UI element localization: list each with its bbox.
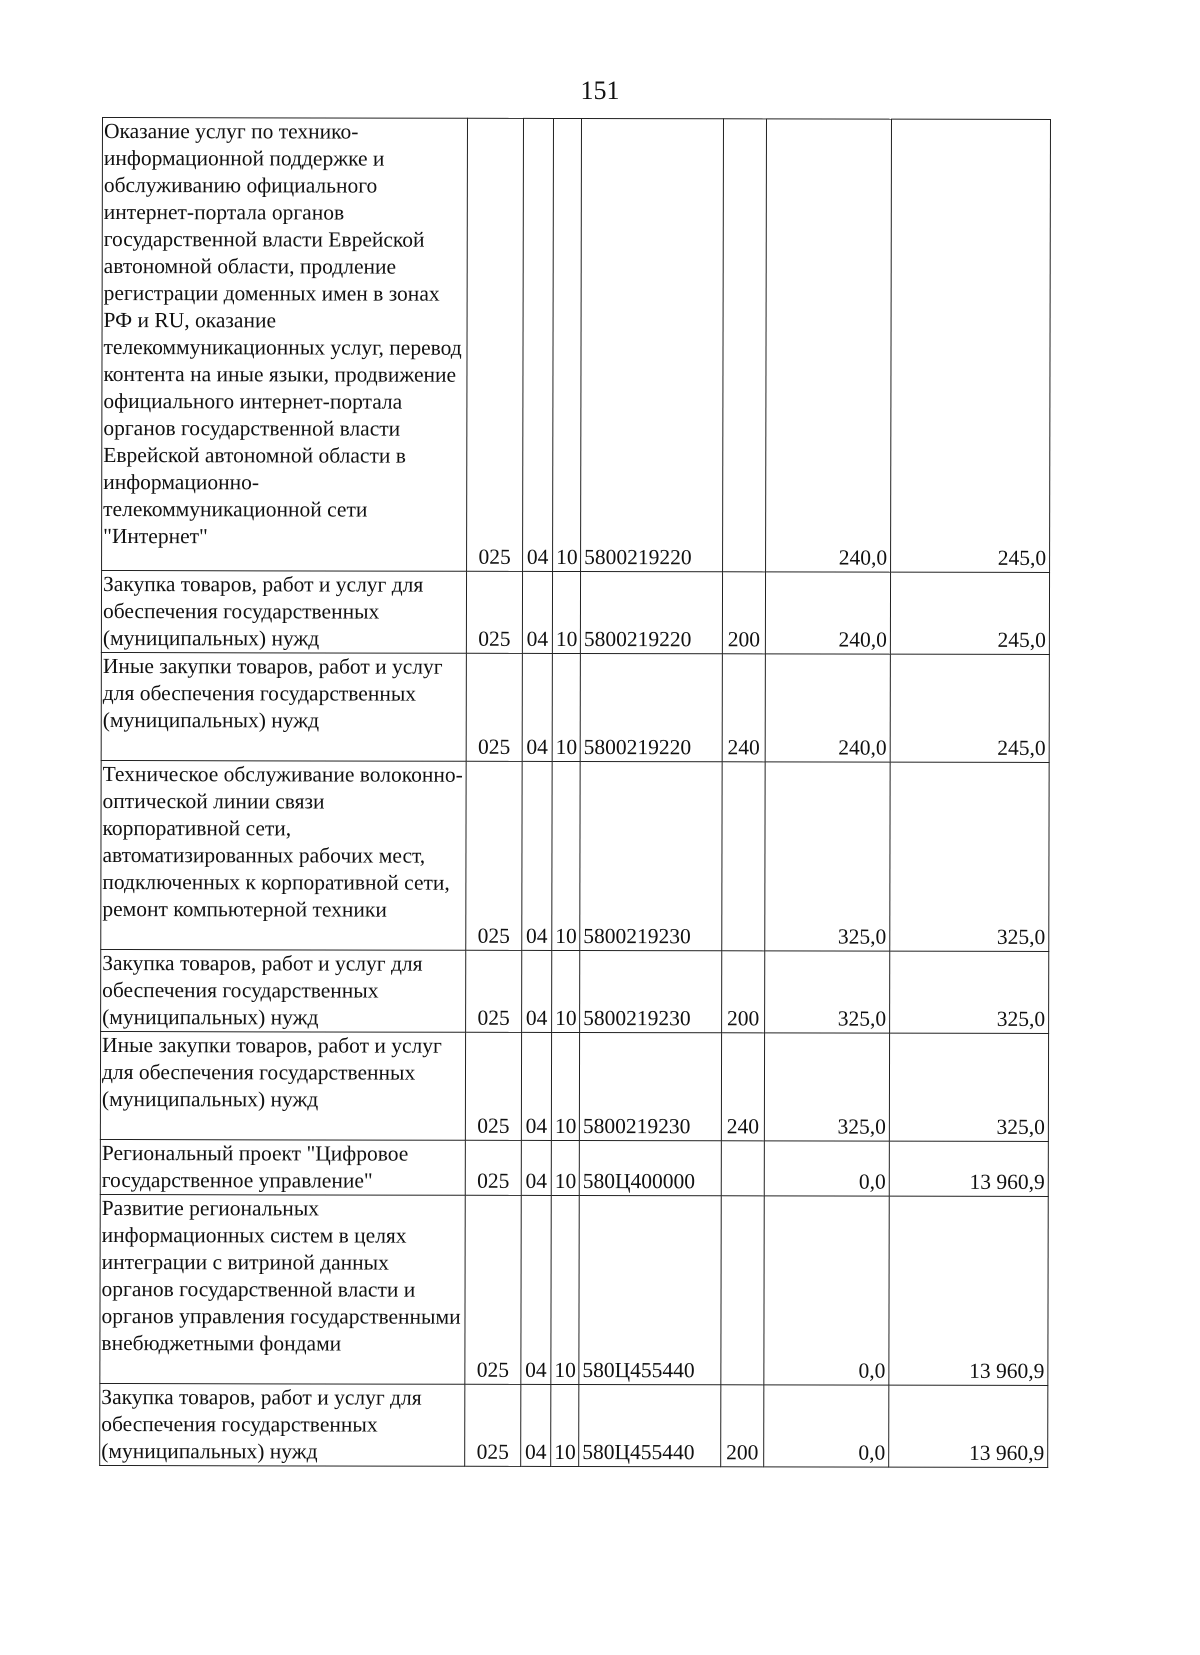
expense-type-code: 200 [721, 1385, 764, 1467]
table-row [101, 760, 1049, 951]
row-name: Техническое обслуживание волоконно-оптической линии связи корпоративной сети, автоматизированных рабочих мест, подключенных к корпоративной сети, ремонт компьютерной техники [101, 760, 466, 950]
subsection-code: 10 [551, 1140, 579, 1195]
subsection-code: 10 [552, 761, 580, 950]
amount-2: 325,0 [890, 762, 1049, 951]
target-code: 5800219230 [580, 762, 722, 951]
table-row [100, 1194, 1048, 1385]
row-name: Оказание услуг по технико-информационной поддержке и обслуживанию официального интернет-портала органов государственной власти Еврейской автономной области, продление регистрации доменных имен в зонах РФ и RU, оказание телекоммуникационных услуг, перевод контента на иные языки, продвижение официального интернет-портала органов государственной власти Еврейской автономной области в информационно-телекоммуникационной сети "Интернет" [102, 118, 468, 572]
expense-type-code: 240 [721, 1033, 764, 1141]
amount-1: 325,0 [765, 762, 890, 951]
row-name: Развитие региональных информационных систем в целях интеграции с витриной данных органов государственной власти и органов управления государственными внебюджетными фондами [100, 1194, 465, 1384]
amount-1: 240,0 [765, 572, 890, 654]
budget-table [99, 117, 1051, 1468]
amount-1: 240,0 [765, 654, 890, 762]
subsection-code: 10 [551, 1384, 579, 1466]
subsection-code: 10 [551, 1195, 579, 1384]
expense-type-code: 240 [722, 654, 765, 762]
subsection-code: 10 [552, 653, 580, 761]
subsection-code: 10 [553, 118, 582, 571]
ministry-code: 025 [465, 1032, 521, 1140]
ministry-code: 025 [466, 761, 522, 950]
expense-type-code [721, 1196, 764, 1385]
section-code: 04 [522, 653, 552, 761]
section-code: 04 [522, 571, 552, 653]
target-code: 5800219230 [580, 951, 722, 1033]
ministry-code: 025 [466, 653, 522, 761]
amount-2: 13 960,9 [889, 1196, 1048, 1385]
row-name: Иные закупки товаров, работ и услуг для обеспечения государственных (муниципальных) нужд [101, 652, 466, 761]
expense-type-code: 200 [722, 572, 765, 654]
table-row [100, 1139, 1048, 1196]
amount-1: 0,0 [764, 1141, 889, 1196]
amount-2: 325,0 [889, 1033, 1048, 1141]
expense-type-code [723, 119, 767, 572]
subsection-code: 10 [552, 950, 580, 1032]
target-code: 5800219220 [580, 572, 722, 654]
target-code: 580Ц400000 [579, 1141, 721, 1196]
section-code: 04 [522, 950, 552, 1032]
ministry-code: 025 [465, 1195, 521, 1384]
ministry-code: 025 [465, 1384, 521, 1466]
table-row [100, 1383, 1048, 1467]
amount-2: 245,0 [890, 654, 1049, 762]
section-code: 04 [522, 761, 552, 950]
table-row [101, 571, 1049, 655]
table-row [101, 949, 1049, 1033]
amount-1: 325,0 [765, 951, 890, 1033]
expense-type-code [722, 762, 765, 951]
section-code: 04 [521, 1032, 551, 1140]
amount-2: 13 960,9 [889, 1385, 1048, 1467]
ministry-code: 025 [465, 1140, 521, 1195]
subsection-code: 10 [551, 1032, 579, 1140]
target-code: 580Ц455440 [579, 1385, 721, 1467]
section-code: 04 [523, 118, 554, 571]
ministry-code: 025 [466, 950, 522, 1032]
ministry-code: 025 [466, 571, 522, 653]
amount-2: 245,0 [891, 119, 1051, 572]
amount-1: 0,0 [764, 1385, 889, 1467]
section-code: 04 [521, 1384, 551, 1466]
expense-type-code: 200 [722, 951, 765, 1033]
row-name: Закупка товаров, работ и услуг для обеспечения государственных (муниципальных) нужд [100, 1383, 465, 1466]
row-name: Закупка товаров, работ и услуг для обеспечения государственных (муниципальных) нужд [101, 949, 466, 1032]
table-row [100, 1031, 1048, 1141]
row-name: Региональный проект "Цифровое государственное управление" [100, 1139, 465, 1195]
table-row [102, 118, 1051, 573]
table-row [101, 652, 1049, 762]
target-code: 5800219220 [580, 654, 722, 762]
subsection-code: 10 [552, 571, 580, 653]
section-code: 04 [521, 1195, 551, 1384]
target-code: 580Ц455440 [579, 1196, 721, 1385]
amount-2: 13 960,9 [889, 1141, 1048, 1196]
target-code: 5800219220 [581, 119, 724, 572]
section-code: 04 [521, 1140, 551, 1195]
amount-1: 240,0 [766, 119, 892, 572]
expense-type-code [721, 1141, 764, 1196]
amount-1: 325,0 [764, 1033, 889, 1141]
amount-1: 0,0 [764, 1196, 889, 1385]
row-name: Иные закупки товаров, работ и услуг для обеспечения государственных (муниципальных) нужд [100, 1031, 465, 1140]
amount-2: 245,0 [890, 572, 1049, 654]
page-number: 151 [580, 76, 620, 105]
ministry-code: 025 [467, 118, 524, 571]
amount-2: 325,0 [890, 951, 1049, 1033]
target-code: 5800219230 [579, 1033, 721, 1141]
row-name: Закупка товаров, работ и услуг для обеспечения государственных (муниципальных) нужд [101, 571, 466, 654]
